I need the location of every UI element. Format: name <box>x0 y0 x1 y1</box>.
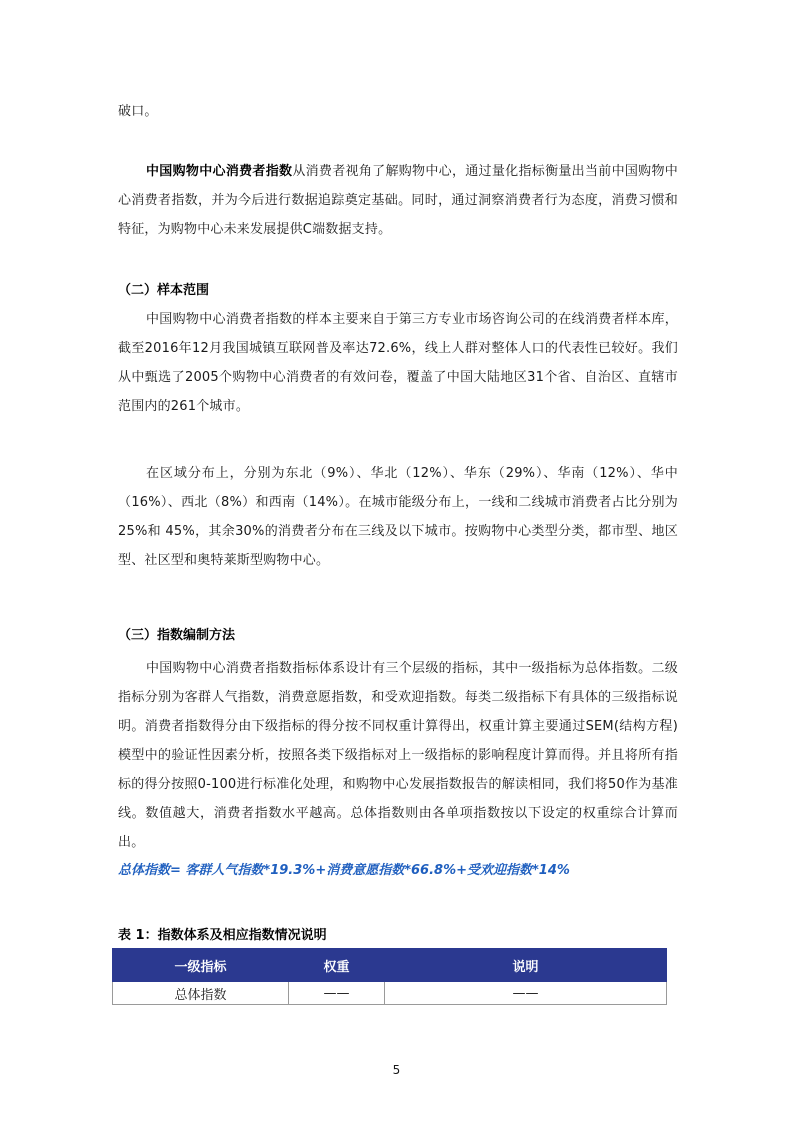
intro-lead-term: 中国购物中心消费者指数 <box>146 164 293 179</box>
table-cell: 总体指数 <box>113 982 289 1005</box>
table-cell: —— <box>289 982 385 1005</box>
table-cell: —— <box>385 982 667 1005</box>
table-header-cell: 说明 <box>385 949 667 982</box>
table-row <box>113 982 667 1005</box>
section-2-paragraph-2: 在区域分布上，分别为东北（9%）、华北（12%）、华东（29%）、华南（12%）、华中（16%）、西北（8%）和西南（14%）。在城市能级分布上，一线和二线城市消费者占比分别为25%和 45%，其余30%的消费者分布在三线及以下城市。按购物中心类型分类，都市型、地区型、社区型和奥特莱斯型购物中心。 <box>118 466 678 568</box>
table-header-cell: 权重 <box>289 949 385 982</box>
table-caption: 表 1：指数体系及相应指数情况说明 <box>118 928 327 943</box>
index-system-table <box>112 948 667 1005</box>
section-2-heading: （二）样本范围 <box>118 283 210 298</box>
continued-paragraph-fragment: 破口。 <box>118 104 158 119</box>
section-3-heading: （三）指数编制方法 <box>118 628 236 643</box>
page-number: 5 <box>392 1063 401 1077</box>
intro-body: 从消费者视角了解购物中心，通过量化指标衡量出当前中国购物中心消费者指数，并为今后进行数据追踪奠定基础。同时，通过洞察消费者行为态度，消费习惯和特征，为购物中心未来发展提供C端数据支持。 <box>118 164 678 237</box>
intro-paragraph <box>118 157 678 244</box>
weighting-formula: 总体指数= 客群人气指数*19.3%+消费意愿指数*66.8%+受欢迎指数*14% <box>118 863 570 878</box>
table-header-row <box>113 949 667 982</box>
table-header-cell: 一级指标 <box>113 949 289 982</box>
section-2-paragraph-1: 中国购物中心消费者指数的样本主要来自于第三方专业市场咨询公司的在线消费者样本库，截至2016年12月我国城镇互联网普及率达72.6%，线上人群对整体人口的代表性已较好。我们从中甄选了2005个购物中心消费者的有效问卷，覆盖了中国大陆地区31个省、自治区、直辖市范围内的261个城市。 <box>118 312 678 414</box>
section-3-paragraph-1: 中国购物中心消费者指数指标体系设计有三个层级的指标，其中一级指标为总体指数。二级指标分别为客群人气指数，消费意愿指数，和受欢迎指数。每类二级指标下有具体的三级指标说明。消费者指数得分由下级指标的得分按不同权重计算得出，权重计算主要通过SEM(结构方程)模型中的验证性因素分析，按照各类下级指标对上一级指标的影响程度计算而得。并且将所有指标的得分按照0-100进行标准化处理，和购物中心发展指数报告的解读相同，我们将50作为基准线。数值越大，消费者指数水平越高。总体指数则由各单项指数按以下设定的权重综合计算而出。 <box>118 661 678 850</box>
